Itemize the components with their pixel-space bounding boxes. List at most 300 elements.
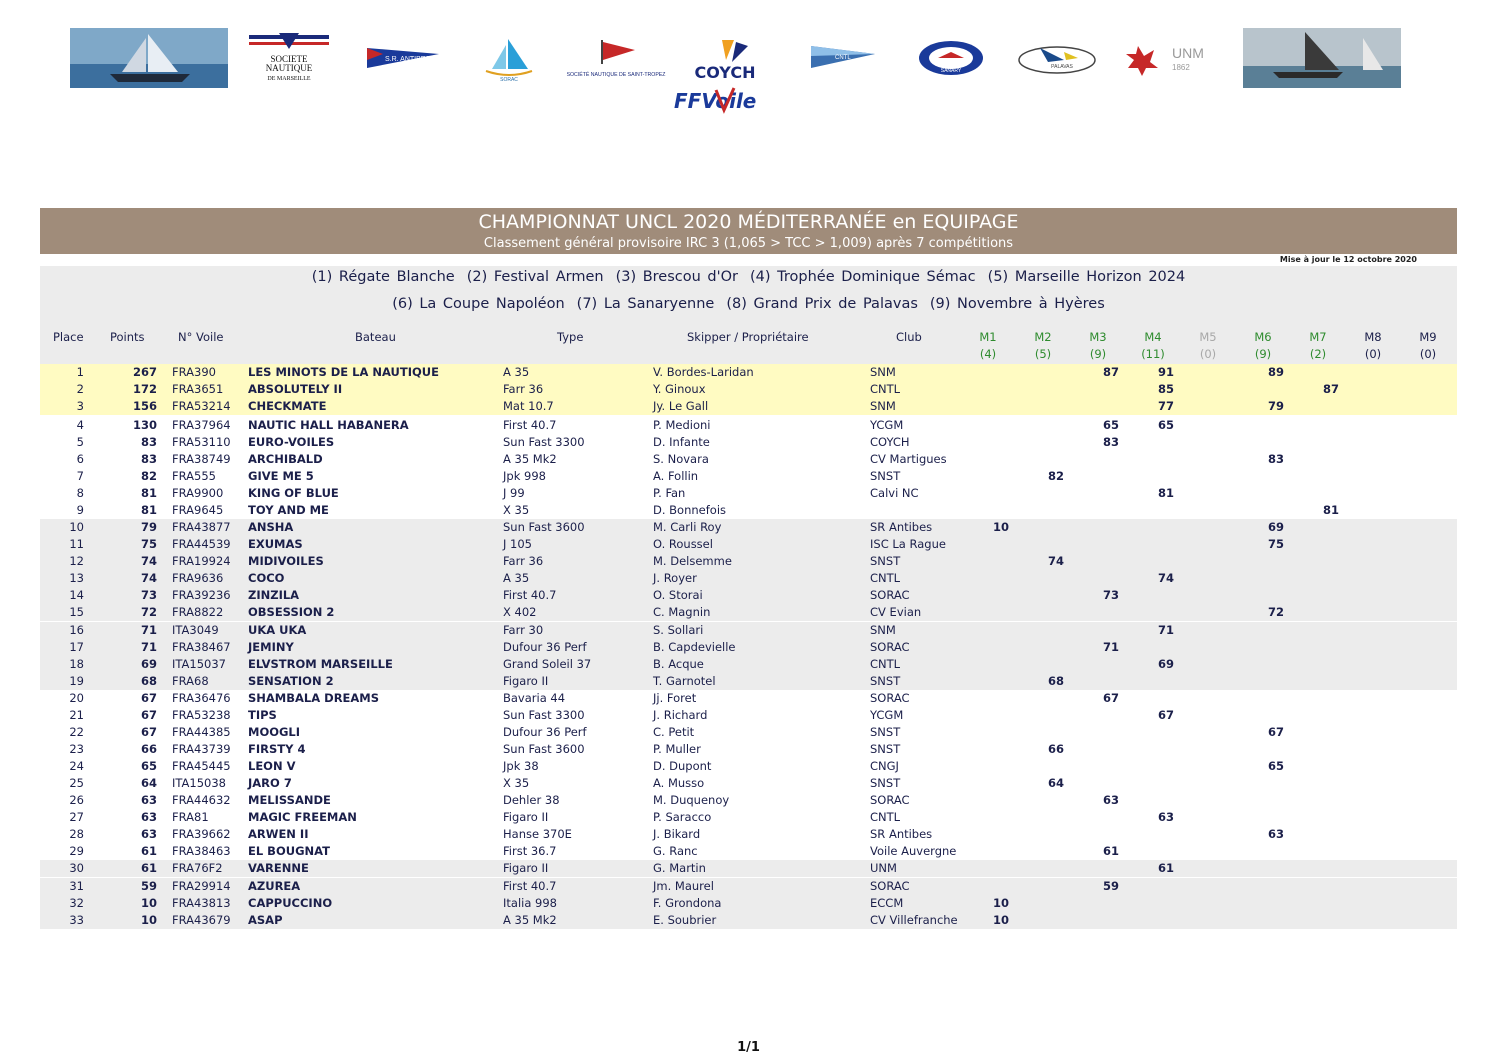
cell-score-m4: 85: [1157, 382, 1174, 396]
cell-type: A 35 Mk2: [503, 913, 557, 927]
table-row: [40, 639, 1457, 656]
cell-voile: FRA45445: [172, 759, 231, 773]
cell-type: Figaro II: [503, 674, 549, 688]
cell-points: 67: [140, 725, 157, 739]
svg-text:SORAC: SORAC: [500, 77, 518, 83]
cell-points: 172: [132, 382, 157, 396]
cell-club: SORAC: [870, 588, 910, 602]
manche-header-count: (5): [1034, 347, 1052, 361]
cell-club: ISC La Rague: [870, 537, 946, 551]
cell-points: 65: [140, 759, 157, 773]
svg-text:1862: 1862: [1172, 63, 1190, 72]
cell-place: 32: [69, 896, 84, 910]
manche-header-count: (9): [1089, 347, 1107, 361]
cell-skipper: O. Roussel: [653, 537, 713, 551]
cell-club: UNM: [870, 861, 897, 875]
cell-points: 75: [140, 537, 157, 551]
svg-text:PALAVAS: PALAVAS: [1051, 64, 1073, 70]
cell-score-m3: 67: [1102, 691, 1119, 705]
cell-points: 71: [140, 623, 157, 637]
cell-bateau: MOOGLI: [248, 725, 301, 739]
table-row: [40, 604, 1457, 621]
cell-voile: FRA81: [172, 810, 209, 824]
cell-place: 12: [69, 554, 84, 568]
table-row: [40, 741, 1457, 758]
header-voile: N° Voile: [178, 330, 224, 344]
cell-place: 29: [69, 844, 84, 858]
cell-skipper: D. Bonnefois: [653, 503, 727, 517]
cell-points: 74: [140, 554, 157, 568]
table-row: [40, 809, 1457, 826]
cell-place: 15: [69, 605, 84, 619]
cell-type: Sun Fast 3300: [503, 435, 585, 449]
cell-type: Figaro II: [503, 861, 549, 875]
cell-bateau: MELISSANDE: [248, 793, 331, 807]
cell-skipper: M. Delsemme: [653, 554, 732, 568]
header-club: Club: [896, 330, 922, 344]
cell-points: 73: [140, 588, 157, 602]
cell-place: 6: [76, 452, 84, 466]
cell-score-m2: 66: [1047, 742, 1064, 756]
cell-skipper: A. Musso: [653, 776, 705, 790]
cell-place: 19: [69, 674, 84, 688]
cell-score-m6: 89: [1267, 365, 1284, 379]
cell-club: ECCM: [870, 896, 904, 910]
page-number: 1/1: [737, 1040, 760, 1055]
cell-bateau: EL BOUGNAT: [248, 844, 330, 858]
cell-score-m4: 63: [1157, 810, 1174, 824]
cell-club: Calvi NC: [870, 486, 919, 500]
cell-bateau: FIRSTY 4: [248, 742, 306, 756]
cell-type: X 35: [503, 503, 530, 517]
cell-type: Jpk 998: [503, 469, 546, 483]
cell-score-m3: 65: [1102, 418, 1119, 432]
page-subtitle: Classement général provisoire IRC 3 (1,065 > TCC > 1,009) après 7 compétitions: [483, 236, 1014, 251]
cell-score-m4: 71: [1157, 623, 1174, 637]
cell-club: SNM: [870, 399, 896, 413]
cell-place: 22: [69, 725, 84, 739]
cell-type: A 35 Mk2: [503, 452, 557, 466]
table-row: [40, 553, 1457, 570]
cell-skipper: P. Saracco: [653, 810, 712, 824]
cell-skipper: M. Carli Roy: [653, 520, 722, 534]
manche-header-label: M9: [1419, 330, 1437, 344]
cell-score-m4: 69: [1157, 657, 1174, 671]
cell-points: 10: [140, 913, 157, 927]
cell-points: 74: [140, 571, 157, 585]
competition-label: (1) Régate Blanche: [311, 269, 455, 285]
manche-header-label: M7: [1309, 330, 1327, 344]
competitions-line-2: [40, 296, 1457, 312]
cell-score-m6: 79: [1267, 399, 1284, 413]
table-row: [40, 656, 1457, 673]
manche-header-label: M4: [1144, 330, 1162, 344]
table-row: [40, 775, 1457, 792]
cntl-logo: [798, 32, 888, 84]
cell-score-m6: 83: [1267, 452, 1284, 466]
cell-skipper: J. Richard: [653, 708, 708, 722]
cell-bateau: EURO-VOILES: [248, 435, 335, 449]
table-row: [40, 417, 1457, 434]
cell-score-m2: 68: [1047, 674, 1064, 688]
cell-skipper: G. Martin: [653, 861, 706, 875]
manche-header-label: M5: [1199, 330, 1217, 344]
cell-place: 33: [69, 913, 84, 927]
cell-place: 18: [69, 657, 84, 671]
cell-place: 21: [69, 708, 84, 722]
cell-points: 68: [140, 674, 157, 688]
table-row: [40, 758, 1457, 775]
cell-bateau: CAPPUCCINO: [248, 896, 333, 910]
sailboat-photo-right: [1243, 28, 1401, 88]
cell-club: YCGM: [870, 708, 904, 722]
cell-type: X 35: [503, 776, 530, 790]
cell-bateau: UKA UKA: [248, 623, 307, 637]
page-title: CHAMPIONNAT UNCL 2020 MÉDITERRANÉE en EQUIPAGE: [478, 211, 1019, 233]
cell-skipper: D. Infante: [653, 435, 710, 449]
competition-label: (5) Marseille Horizon 2024: [987, 269, 1186, 285]
cell-place: 17: [69, 640, 84, 654]
cell-club: SNST: [870, 674, 901, 688]
cell-bateau: TIPS: [248, 708, 277, 722]
cell-bateau: COCO: [248, 571, 285, 585]
table-row: [40, 468, 1457, 485]
cell-voile: FRA43877: [172, 520, 231, 534]
cell-voile: FRA43739: [172, 742, 231, 756]
svg-text:SANARY: SANARY: [940, 68, 962, 74]
cell-club: SNST: [870, 776, 901, 790]
cell-place: 31: [69, 879, 84, 893]
cell-type: Farr 36: [503, 554, 544, 568]
cell-voile: FRA53238: [172, 708, 231, 722]
manche-header-count: (11): [1141, 347, 1165, 361]
cell-voile: FRA44539: [172, 537, 231, 551]
table-row: [40, 878, 1457, 895]
competition-label: (6) La Coupe Napoléon: [392, 296, 565, 312]
cell-voile: FRA36476: [172, 691, 231, 705]
cell-place: 7: [76, 469, 84, 483]
cell-skipper: O. Storai: [653, 588, 703, 602]
cell-points: 81: [140, 486, 157, 500]
cell-club: SR Antibes: [870, 827, 933, 841]
cell-bateau: MAGIC FREEMAN: [248, 810, 357, 824]
cell-club: CNTL: [870, 810, 901, 824]
cell-club: SNM: [870, 623, 896, 637]
sailboat-photo-left: [70, 28, 228, 88]
cell-place: 4: [76, 418, 84, 432]
cell-club: SNM: [870, 365, 896, 379]
competition-label: (4) Trophée Dominique Sémac: [749, 269, 976, 285]
cell-points: 156: [132, 399, 157, 413]
table-row: [40, 707, 1457, 724]
table-row: [40, 860, 1457, 877]
cell-score-m1: 10: [992, 520, 1009, 534]
cell-bateau: ELVSTROM MARSEILLE: [248, 657, 393, 671]
manche-header-count: (0): [1364, 347, 1382, 361]
cell-bateau: JARO 7: [248, 776, 292, 790]
cell-place: 13: [69, 571, 84, 585]
cell-club: COYCH: [870, 435, 910, 449]
cell-place: 1: [76, 365, 84, 379]
cell-club: Voile Auvergne: [870, 844, 957, 858]
cell-skipper: S. Sollari: [653, 623, 704, 637]
cell-type: First 40.7: [503, 418, 557, 432]
cell-type: Dehler 38: [503, 793, 560, 807]
cell-club: SNST: [870, 469, 901, 483]
cell-bateau: ANSHA: [248, 520, 294, 534]
svg-text:COYCH: COYCH: [694, 63, 756, 82]
cell-bateau: ABSOLUTELY II: [248, 382, 343, 396]
cell-place: 9: [76, 503, 84, 517]
cell-score-m4: 91: [1157, 365, 1174, 379]
cell-place: 3: [76, 399, 84, 413]
cell-skipper: Jm. Maurel: [653, 879, 714, 893]
header-points: Points: [110, 330, 145, 344]
cell-voile: FRA43679: [172, 913, 231, 927]
cell-place: 16: [69, 623, 84, 637]
cell-score-m4: 65: [1157, 418, 1174, 432]
header-skipper: Skipper / Propriétaire: [687, 330, 809, 344]
cell-voile: FRA555: [172, 469, 216, 483]
cell-score-m4: 81: [1157, 486, 1174, 500]
cell-skipper: Y. Ginoux: [653, 382, 706, 396]
cell-score-m1: 10: [992, 913, 1009, 927]
competition-label: (3) Brescou d'Or: [615, 269, 738, 285]
sr-antibes-logo: [358, 32, 448, 84]
cell-score-m3: 59: [1102, 879, 1119, 893]
cell-voile: FRA38467: [172, 640, 231, 654]
cell-voile: FRA3651: [172, 382, 224, 396]
cell-points: 81: [140, 503, 157, 517]
cell-club: SNST: [870, 554, 901, 568]
cell-skipper: F. Grondona: [653, 896, 722, 910]
cell-type: A 35: [503, 571, 530, 585]
cell-club: CNGJ: [870, 759, 899, 773]
cell-score-m3: 63: [1102, 793, 1119, 807]
table-row: [40, 381, 1457, 398]
cell-score-m4: 67: [1157, 708, 1174, 722]
cell-points: 69: [140, 657, 157, 671]
header-type: Type: [557, 330, 584, 344]
cell-voile: FRA8822: [172, 605, 224, 619]
cell-type: Bavaria 44: [503, 691, 566, 705]
cell-points: 63: [140, 827, 157, 841]
cell-type: Hanse 370E: [503, 827, 572, 841]
cell-place: 8: [76, 486, 84, 500]
table-row: [40, 673, 1457, 690]
table-row: [40, 434, 1457, 451]
cell-bateau: ARCHIBALD: [248, 452, 323, 466]
cell-skipper: S. Novara: [653, 452, 709, 466]
cell-club: SORAC: [870, 879, 910, 893]
competition-label: (7) La Sanaryenne: [576, 296, 715, 312]
table-row: [40, 895, 1457, 912]
cell-points: 63: [140, 810, 157, 824]
cell-points: 72: [140, 605, 157, 619]
cell-place: 27: [69, 810, 84, 824]
snm-logo-text: SOCIETE NAUTIQUE DE MARSEILLE: [265, 53, 313, 82]
cell-points: 83: [140, 435, 157, 449]
cell-score-m3: 61: [1102, 844, 1119, 858]
cell-bateau: GIVE ME 5: [248, 469, 314, 483]
table-row: [40, 724, 1457, 741]
cell-bateau: AZUREA: [248, 879, 301, 893]
update-date: Mise à jour le 12 octobre 2020: [1279, 255, 1417, 264]
cell-score-m6: 75: [1267, 537, 1284, 551]
cell-club: CNTL: [870, 657, 901, 671]
cell-voile: ITA15037: [172, 657, 226, 671]
table-row: [40, 587, 1457, 604]
cell-score-m3: 71: [1102, 640, 1119, 654]
manche-header-count: (9): [1254, 347, 1272, 361]
cell-bateau: NAUTIC HALL HABANERA: [248, 418, 409, 432]
cell-club: CNTL: [870, 571, 901, 585]
cell-place: 25: [69, 776, 84, 790]
cell-bateau: LEON V: [248, 759, 296, 773]
cell-points: 130: [132, 418, 157, 432]
title-band: [40, 208, 1457, 254]
cell-skipper: D. Dupont: [653, 759, 712, 773]
cell-points: 10: [140, 896, 157, 910]
cell-club: SORAC: [870, 640, 910, 654]
cell-skipper: G. Ranc: [653, 844, 698, 858]
ffvoile-logo: [672, 86, 792, 114]
svg-text:FFVoile: FFVoile: [674, 89, 757, 113]
cell-points: 67: [140, 708, 157, 722]
cell-bateau: JEMINY: [248, 640, 294, 654]
cell-type: Sun Fast 3600: [503, 742, 585, 756]
cell-type: Dufour 36 Perf: [503, 725, 587, 739]
cell-skipper: C. Petit: [653, 725, 695, 739]
cell-bateau: KING OF BLUE: [248, 486, 339, 500]
cell-club: SR Antibes: [870, 520, 933, 534]
cell-voile: FRA29914: [172, 879, 231, 893]
cell-type: Mat 10.7: [503, 399, 554, 413]
snm-logo: [244, 32, 334, 84]
svg-text:S.R. ANTIBES: S.R. ANTIBES: [385, 56, 431, 63]
cell-score-m3: 83: [1102, 435, 1119, 449]
cell-bateau: VARENNE: [248, 861, 309, 875]
cell-voile: FRA38463: [172, 844, 231, 858]
table-row: [40, 451, 1457, 468]
table-row: [40, 536, 1457, 553]
cell-club: SORAC: [870, 691, 910, 705]
cell-score-m4: 77: [1157, 399, 1174, 413]
cell-voile: FRA9645: [172, 503, 224, 517]
manche-header-label: M2: [1034, 330, 1052, 344]
table-row: [40, 622, 1457, 639]
cell-points: 61: [140, 844, 157, 858]
cell-voile: FRA390: [172, 365, 216, 379]
coych-logo: [680, 32, 770, 84]
cell-score-m6: 72: [1267, 605, 1284, 619]
cell-skipper: V. Bordes-Laridan: [653, 365, 754, 379]
table-row: [40, 519, 1457, 536]
table-row: [40, 792, 1457, 809]
cell-skipper: J. Bikard: [653, 827, 701, 841]
svg-text:SOCIÉTÉ NAUTIQUE DE SAINT-TROP: SOCIÉTÉ NAUTIQUE DE SAINT-TROPEZ: [566, 72, 666, 78]
manche-header-count: (0): [1199, 347, 1217, 361]
cell-points: 267: [132, 365, 157, 379]
cell-skipper: C. Magnin: [653, 605, 711, 619]
cell-voile: FRA37964: [172, 418, 231, 432]
cell-type: A 35: [503, 365, 530, 379]
cell-score-m7: 87: [1322, 382, 1339, 396]
cell-points: 71: [140, 640, 157, 654]
cell-bateau: TOY AND ME: [248, 503, 329, 517]
cell-bateau: OBSESSION 2: [248, 605, 335, 619]
cell-place: 28: [69, 827, 84, 841]
cell-place: 20: [69, 691, 84, 705]
cell-skipper: B. Capdevielle: [653, 640, 736, 654]
manche-header-count: (2): [1309, 347, 1327, 361]
competitions-line-1: [40, 269, 1457, 285]
manche-header-label: M8: [1364, 330, 1382, 344]
cell-place: 2: [76, 382, 84, 396]
cell-skipper: A. Follin: [653, 469, 699, 483]
cell-club: CV Martigues: [870, 452, 947, 466]
cell-club: YCGM: [870, 418, 904, 432]
cell-points: 82: [140, 469, 157, 483]
cell-score-m6: 65: [1267, 759, 1284, 773]
cell-points: 66: [140, 742, 157, 756]
table-row: [40, 502, 1457, 519]
cell-skipper: M. Duquenoy: [653, 793, 730, 807]
svg-text:CNTL: CNTL: [835, 55, 851, 61]
cell-voile: FRA39662: [172, 827, 231, 841]
manche-header-label: M3: [1089, 330, 1107, 344]
cell-voile: FRA68: [172, 674, 209, 688]
cell-club: SNST: [870, 725, 901, 739]
cell-type: First 40.7: [503, 588, 557, 602]
table-row: [40, 843, 1457, 860]
cell-voile: FRA9636: [172, 571, 224, 585]
cell-points: 64: [140, 776, 157, 790]
cell-type: Figaro II: [503, 810, 549, 824]
cell-type: Sun Fast 3600: [503, 520, 585, 534]
cell-skipper: T. Garnotel: [653, 674, 716, 688]
cell-score-m6: 67: [1267, 725, 1284, 739]
cell-score-m1: 10: [992, 896, 1009, 910]
cell-club: SORAC: [870, 793, 910, 807]
cell-club: SNST: [870, 742, 901, 756]
cell-type: Jpk 38: [503, 759, 539, 773]
snst-logo: [566, 32, 666, 84]
sponsor-logos: [68, 26, 1402, 90]
svg-text:UNM: UNM: [1172, 45, 1204, 61]
cell-skipper: B. Acque: [653, 657, 704, 671]
cell-type: Italia 998: [503, 896, 557, 910]
cell-score-m2: 64: [1047, 776, 1064, 790]
cell-score-m4: 74: [1157, 571, 1174, 585]
table-row: [40, 690, 1457, 707]
cell-bateau: EXUMAS: [248, 537, 303, 551]
cell-place: 23: [69, 742, 84, 756]
cell-score-m2: 82: [1047, 469, 1064, 483]
cell-skipper: Jy. Le Gall: [653, 399, 709, 413]
cell-voile: ITA3049: [172, 623, 219, 637]
cell-voile: FRA53214: [172, 399, 231, 413]
table-row: [40, 826, 1457, 843]
cell-club: CV Evian: [870, 605, 922, 619]
cell-type: J 105: [503, 537, 532, 551]
cell-skipper: P. Medioni: [653, 418, 711, 432]
cell-voile: ITA15038: [172, 776, 226, 790]
cell-voile: FRA9900: [172, 486, 224, 500]
cell-place: 11: [69, 537, 84, 551]
cell-voile: FRA76F2: [172, 861, 223, 875]
cell-bateau: MIDIVOILES: [248, 554, 324, 568]
